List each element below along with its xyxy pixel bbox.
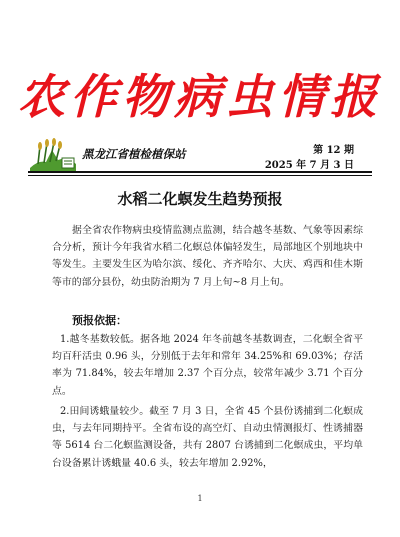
header-rule-thick [28,171,372,173]
basis-paragraph [52,403,363,472]
page-number: 1 [197,494,203,503]
issue-date: 2025 年 7 月 3 日 [264,160,354,171]
intro-paragraph: 据全省农作物病虫疫情监测点监测，结合越冬基数、气象等因素综合分析，预计今年我省水稻二化螟总体偏轻发生，局部地区个别地块中等发生。主要发生区为哈尔滨、绥化、齐齐哈尔、大庆、鸡西和佳木斯等市的部分县份，幼虫防治期为 7 月上旬~8 月上旬。 [52,225,363,288]
basis-paragraph [52,331,363,400]
article-title: 水稻二化螟发生趋势预报 [117,190,283,208]
basis-heading: 预报依据： [72,314,127,327]
org-name: 黑龙江省植检植保站 [82,147,186,161]
org-logo-icon [28,138,78,174]
header-rule-thin [28,175,372,176]
basis-lead: 2.田间诱蛾量较少。 [60,406,150,417]
masthead-title: 农作物病虫情报 [18,70,382,125]
basis-text: 截至 7 月 3 日，全省 45 个县份诱捕到二化螟成虫，与去年同期持平。全省布设的高空灯、自动虫情测报灯、性诱捕器等 5614 台二化螟监测设备，共有 2807 台诱捕到二化螟成虫，平均单台设备累计诱蛾量 40.6 头，较去年增加 2.92%， [52,406,363,469]
issue-number: 第 12 期 [313,145,354,156]
basis-text: 据各地 2024 年冬前越冬基数调查，二化螟全省平均百秆活虫 0.96 头，分别低于去年和常年 34.25%和 69.03%；存活率为 71.84%，较去年增加 2.37 个百分点，较常年减少 3.71 个百分点。 [52,334,363,397]
basis-lead: 1.越冬基数较低。 [60,334,141,345]
